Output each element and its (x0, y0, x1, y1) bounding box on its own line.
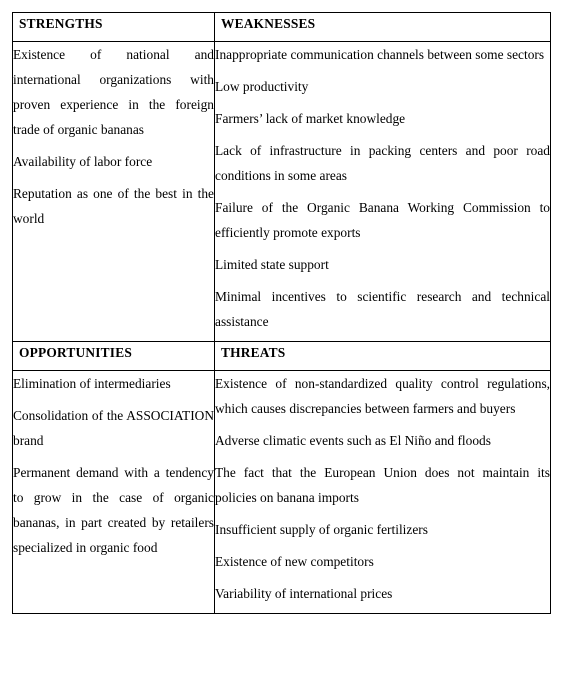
threats-header-cell (215, 342, 551, 371)
opportunities-item: Consolidation of the ASSOCIATION brand (13, 408, 214, 448)
weaknesses-cell (215, 42, 551, 342)
body-row-top (13, 42, 551, 342)
weaknesses-header-cell (215, 13, 551, 42)
swot-table (12, 12, 551, 614)
threats-item: Existence of non-standardized quality control regulations, which causes discrepancies between farmers and buyers (215, 376, 550, 416)
opportunities-header-cell (13, 342, 215, 371)
threats-item: Existence of new competitors (215, 554, 374, 569)
threats-title: THREATS (221, 345, 286, 360)
weaknesses-item: Low productivity (215, 79, 309, 94)
weaknesses-item: Minimal incentives to scientific research and technical assistance (215, 289, 550, 329)
strengths-item: Reputation as one of the best in the world (13, 186, 214, 226)
strengths-title: STRENGTHS (19, 16, 103, 31)
weaknesses-item: Lack of infrastructure in packing centers and poor road conditions in some areas (215, 143, 550, 183)
opportunities-cell (13, 371, 215, 614)
weaknesses-item: Failure of the Organic Banana Working Commission to efficiently promote exports (215, 200, 550, 240)
opportunities-item: Permanent demand with a tendency to grow in the case of organic bananas, in part created by retailers specialized in organic food (13, 465, 214, 555)
header-row-top (13, 13, 551, 42)
strengths-cell (13, 42, 215, 342)
weaknesses-item: Inappropriate communication channels between some sectors (215, 47, 545, 62)
opportunities-item: Elimination of intermediaries (13, 376, 171, 391)
threats-item: The fact that the European Union does not maintain its policies on banana imports (215, 465, 550, 505)
strengths-header-cell (13, 13, 215, 42)
threats-item: Adverse climatic events such as El Niño and floods (215, 433, 491, 448)
strengths-item: Existence of national and international organizations with proven experience in the foreign trade of organic bananas (13, 47, 214, 137)
weaknesses-title: WEAKNESSES (221, 16, 316, 31)
weaknesses-item: Farmers’ lack of market knowledge (215, 111, 406, 126)
threats-cell (215, 371, 551, 614)
weaknesses-item: Limited state support (215, 257, 329, 272)
body-row-bottom (13, 371, 551, 614)
strengths-item: Availability of labor force (13, 154, 153, 169)
header-row-bottom (13, 342, 551, 371)
opportunities-title: OPPORTUNITIES (19, 345, 132, 360)
threats-item: Insufficient supply of organic fertilizers (215, 522, 428, 537)
threats-item: Variability of international prices (215, 586, 393, 601)
